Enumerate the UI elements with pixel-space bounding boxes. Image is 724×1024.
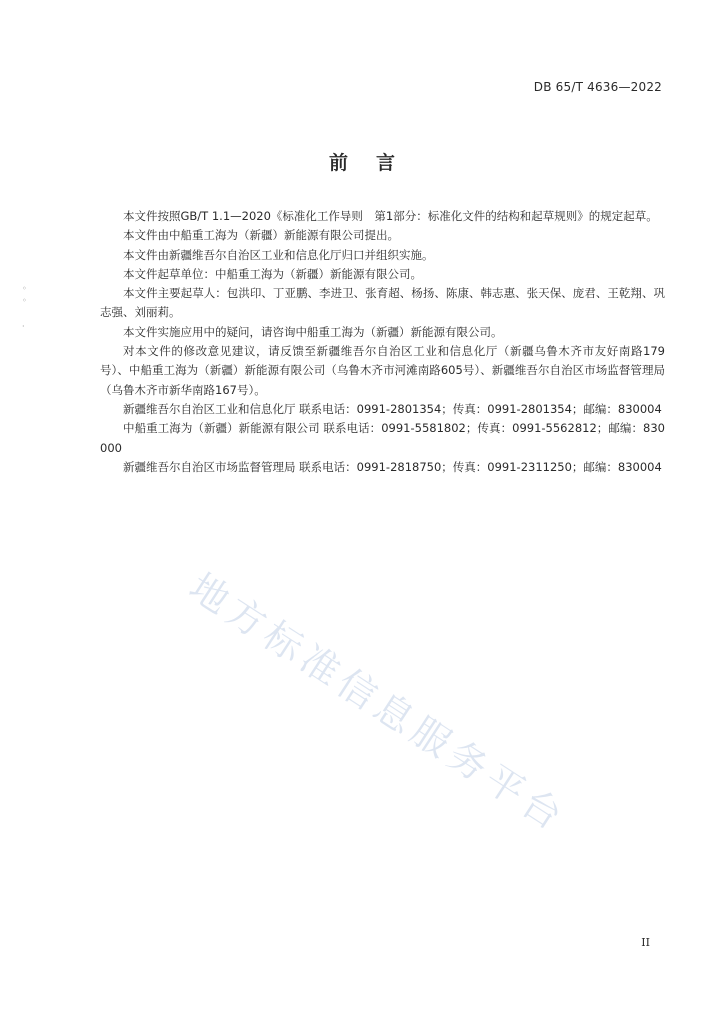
paragraph-inquiries: 本文件实施应用中的疑问，请咨询中船重工海为（新疆）新能源有限公司。 <box>123 324 503 339</box>
watermark: 地方标准信息服务平台 <box>181 564 575 842</box>
paragraph-drafters: 本文件主要起草人：包洪印、丁亚鹏、李进卫、张育超、杨扬、陈康、韩志惠、张天保、庞君、王乾翔、巩志强、刘丽莉。 <box>100 286 665 320</box>
page-number: II <box>641 936 650 949</box>
contact-line: 新疆维吾尔自治区工业和信息化厅 联系电话：0991-2801354；传真：0991-2801354；邮编：830004 <box>123 401 662 416</box>
paragraph-proposer: 本文件由中船重工海为（新疆）新能源有限公司提出。 <box>123 228 399 243</box>
paragraph-drafting-rules: 本文件按照GB/T 1.1—2020《标准化工作导则 第1部分：标准化文件的结构和起草规则》的规定起草。 <box>123 209 658 223</box>
document-code: DB 65/T 4636—2022 <box>533 80 662 94</box>
contact-line: 新疆维吾尔自治区市场监督管理局 联系电话：0991-2818750；传真：0991-2311250；邮编：830004 <box>123 459 662 474</box>
paragraph-feedback: 对本文件的修改意见建议，请反馈至新疆维吾尔自治区工业和信息化厅（新疆乌鲁木齐市友好南路179号）、中船重工海为（新疆）新能源有限公司（乌鲁木齐市河滩南路605号）、新疆维吾尔自治区市场监督管理局（乌鲁木齐市新华南路167号）。 <box>100 344 665 397</box>
page-title: 前言 <box>328 152 423 174</box>
margin-mark: ◦ <box>22 284 27 293</box>
contact-line: 中船重工海为（新疆）新能源有限公司 联系电话：0991-5581802；传真：0991-5562812；邮编：830000 <box>100 421 665 455</box>
margin-mark: · <box>22 322 25 331</box>
paragraph-drafting-unit: 本文件起草单位：中船重工海为（新疆）新能源有限公司。 <box>123 266 422 281</box>
margin-mark: ◦ <box>22 296 27 305</box>
foreword-body <box>100 207 665 477</box>
paragraph-administrator: 本文件由新疆维吾尔自治区工业和信息化厅归口并组织实施。 <box>123 247 434 262</box>
